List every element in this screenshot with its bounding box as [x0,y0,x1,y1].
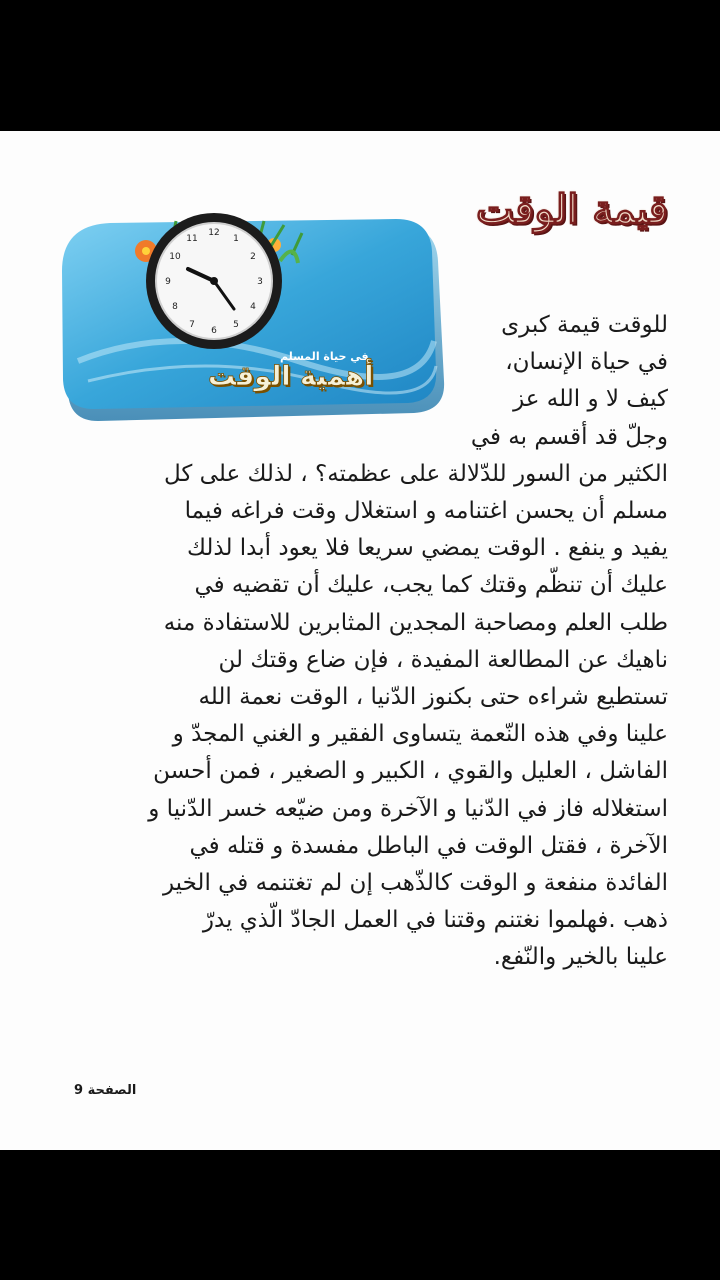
text-line: الفاشل ، العليل والقوي ، الكبير و الصغير ، فمن أحسن [153,758,668,785]
svg-text:6: 6 [211,326,217,336]
text-line: وجلّ قد أقسم به في [470,423,668,450]
card-title: أهمية الوقت [208,361,374,392]
page-number: الصفحة 9 [74,1083,137,1098]
svg-text:2: 2 [250,252,256,262]
svg-text:3: 3 [257,277,263,287]
svg-text:7: 7 [189,320,195,330]
article-body [148,307,668,977]
page-title: قيمة الوقت [475,186,668,233]
text-line: الفائدة منفعة و الوقت كالذّهب إن لم تغتنمه في الخير [162,870,668,897]
text-line: تستطيع شراءه حتى بكنوز الدّنيا ، الوقت نعمة الله [198,684,668,711]
text-line: علينا وفي هذه النّعمة يتساوى الفقير و الغني المجدّ و [172,721,668,748]
text-line: للوقت قيمة كبرى [501,312,668,338]
text-line: ذهب .فهلموا نغتنم وقتنا في العمل الجادّ الّذي يدرّ [202,907,668,934]
document-page [0,131,720,1150]
svg-text:9: 9 [165,277,171,287]
top-black-bar [0,0,720,131]
text-line: طلب العلم ومصاحبة المجدين المثابرين للاستفادة منه [163,609,668,636]
text-line: في حياة الإنسان، [505,349,668,376]
svg-text:5: 5 [233,320,239,330]
text-line: الآخرة ، فقتل الوقت في الباطل مفسدة و قتله في [189,832,668,859]
text-line: الكثير من السور للدّلالة على عظمته؟ ، لذلك على كل [163,460,668,487]
text-line: عليك أن تنظّم وقتك كما يجب، عليك أن تقضيه في [194,572,668,599]
text-line: ناهيك عن المطالعة المفيدة ، فإن ضاع وقتك لن [218,646,668,673]
text-line: كيف لا و الله عز [513,386,668,413]
bottom-black-bar [0,1150,720,1280]
text-line: يفيد و ينفع . الوقت يمضي سريعا فلا يعود أبدا لذلك [186,535,668,562]
text-line: استغلاله فاز في الدّنيا و الآخرة ومن ضيّعه خسر الدّنيا و [148,795,668,822]
svg-text:10: 10 [169,252,181,262]
svg-text:1: 1 [233,234,239,244]
svg-text:8: 8 [172,302,178,312]
svg-text:11: 11 [186,234,198,244]
card-subtitle: في حياة المسلم [280,350,369,363]
svg-text:12: 12 [208,228,220,238]
text-line: مسلم أن يحسن اغتنامه و استغلال وقت فراغه فيما [184,498,668,525]
text-line: علينا بالخير والنّفع. [493,944,668,971]
svg-text:4: 4 [250,302,256,312]
